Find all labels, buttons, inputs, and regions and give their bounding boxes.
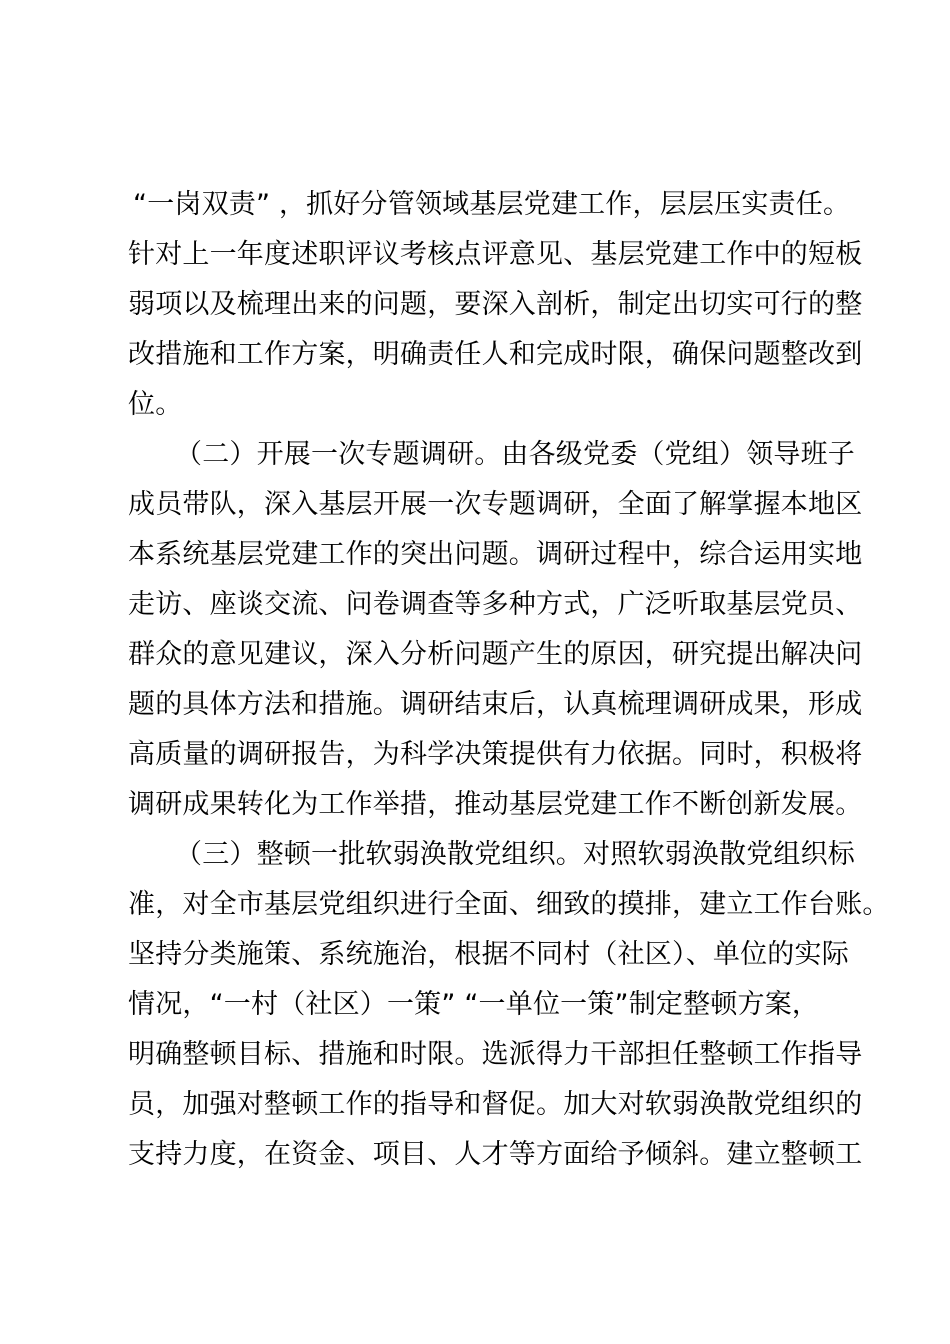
text-line-8: 本系统基层党建工作的突出问题。调研过程中，综合运用实地 [128,539,863,570]
text-line-13: 调研成果转化为工作举措，推动基层党建工作不断创新发展。 [128,789,863,820]
text-line-15: 准，对全市基层党组织进行全面、细致的摸排，建立工作台账。 [128,889,890,920]
text-line-20: 支持力度，在资金、项目、人才等方面给予倾斜。建立整顿工 [128,1139,863,1170]
section-heading-2-line: （二）开展一次专题调研。由各级党委（党组）领导班子 [175,439,855,470]
text-line-2: 针对上一年度述职评议考核点评意见、基层党建工作中的短板 [128,239,863,270]
text-line-5: 位。 [128,389,183,420]
text-line-4: 改措施和工作方案，明确责任人和完成时限，确保问题整改到 [128,339,863,370]
text-line-16: 坚持分类施策、系统施治，根据不同村（社区）、单位的实际 [128,939,849,970]
text-line-10: 群众的意见建议，深入分析问题产生的原因，研究提出解决问 [128,639,863,670]
text-line-7: 成员带队，深入基层开展一次专题调研，全面了解掌握本地区 [128,489,863,520]
text-line-19: 员，加强对整顿工作的指导和督促。加大对软弱涣散党组织的 [128,1089,863,1120]
text-line-3: 弱项以及梳理出来的问题，要深入剖析，制定出切实可行的整 [128,289,863,320]
text-line-9: 走访、座谈交流、问卷调查等多种方式，广泛听取基层党员、 [128,589,863,620]
section-heading-3-line: （三）整顿一批软弱涣散党组织。对照软弱涣散党组织标 [175,839,855,870]
text-line-12: 高质量的调研报告，为科学决策提供有力依据。同时，积极将 [128,739,863,770]
text-line-17: 情况，“一村（社区）一策” “一单位一策”制定整顿方案， [128,989,820,1020]
text-line-18: 明确整顿目标、措施和时限。选派得力干部担任整顿工作指导 [128,1039,863,1070]
text-line-11: 题的具体方法和措施。调研结束后，认真梳理调研成果，形成 [128,689,863,720]
text-line-1: “一岗双责” ，抓好分管领域基层党建工作，层层压实责任。 [133,189,851,220]
